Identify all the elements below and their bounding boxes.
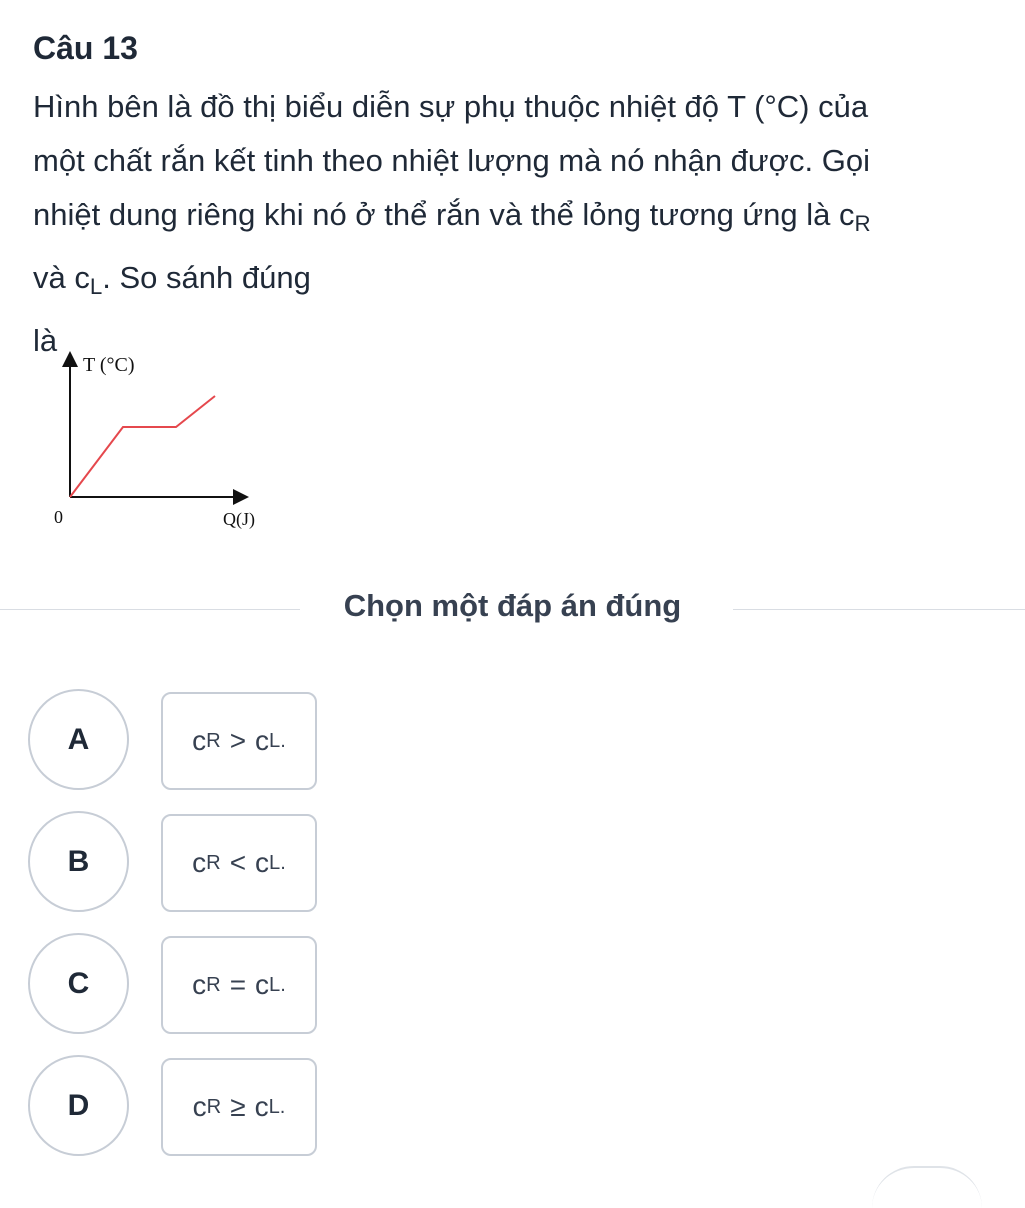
origin-label: 0 bbox=[54, 507, 63, 527]
question-line-3-text: nhiệt dung riêng khi nó ở thể rắn và thể lỏng tương ứng là c bbox=[33, 197, 855, 232]
subscript-r: R bbox=[854, 211, 871, 237]
answer-operator: < bbox=[229, 847, 247, 878]
x-axis-label: Q(J) bbox=[223, 509, 255, 529]
answer-left: c bbox=[192, 969, 207, 1000]
option-letter[interactable]: B bbox=[28, 811, 129, 912]
question-text bbox=[33, 80, 1003, 368]
option-letter[interactable]: C bbox=[28, 933, 129, 1034]
answer-operator: = bbox=[229, 969, 247, 1000]
choose-answer-label: Chọn một đáp án đúng bbox=[343, 588, 682, 623]
answer-right-sub: L. bbox=[269, 729, 286, 752]
answer-left: c bbox=[192, 725, 207, 756]
answer-right: c bbox=[255, 725, 270, 756]
question-title: Câu 13 bbox=[33, 30, 138, 66]
answer-right: c bbox=[255, 847, 270, 878]
answer-operator: ≥ bbox=[230, 1091, 246, 1122]
answer-left-sub: R bbox=[206, 973, 221, 996]
option-answer[interactable] bbox=[161, 692, 317, 790]
bottom-partial-element bbox=[872, 1166, 982, 1208]
question-line-1: Hình bên là đồ thị biểu diễn sự phụ thuộc nhiệt độ T (°C) của bbox=[33, 89, 869, 124]
option-a[interactable] bbox=[28, 689, 328, 789]
option-c[interactable] bbox=[28, 933, 328, 1033]
answer-right-sub: L. bbox=[269, 973, 286, 996]
question-line-2: một chất rắn kết tinh theo nhiệt lượng mà nó nhận được. Gọi bbox=[33, 143, 870, 178]
option-answer[interactable] bbox=[161, 936, 317, 1034]
answer-left-sub: R bbox=[206, 851, 221, 874]
subscript-l: L bbox=[89, 274, 103, 300]
answer-left-sub: R bbox=[206, 1095, 222, 1118]
question-line-3 bbox=[33, 188, 1003, 251]
heating-curve bbox=[70, 396, 215, 497]
option-letter[interactable]: D bbox=[28, 1055, 129, 1156]
temperature-heat-graph bbox=[40, 345, 290, 545]
question-line-4-text: và c bbox=[33, 260, 90, 296]
answer-right-sub: L. bbox=[268, 1095, 286, 1118]
option-letter[interactable]: A bbox=[28, 689, 129, 790]
y-axis-label: T (°C) bbox=[83, 354, 135, 376]
answer-left: c bbox=[192, 1091, 207, 1122]
option-d[interactable] bbox=[28, 1055, 328, 1155]
question-line-4-tail: . So sánh đúng bbox=[102, 260, 311, 296]
answer-left-sub: R bbox=[206, 729, 221, 752]
question-line-4 bbox=[33, 251, 1003, 314]
choose-answer-divider bbox=[0, 582, 1025, 632]
answer-operator: > bbox=[229, 725, 247, 756]
answer-right: c bbox=[254, 1091, 269, 1122]
question-line-5: là bbox=[33, 323, 58, 359]
option-answer[interactable] bbox=[161, 814, 317, 912]
option-b[interactable] bbox=[28, 811, 328, 911]
answer-right: c bbox=[255, 969, 270, 1000]
answer-right-sub: L. bbox=[269, 851, 286, 874]
option-answer[interactable] bbox=[161, 1058, 317, 1156]
answer-left: c bbox=[192, 847, 207, 878]
